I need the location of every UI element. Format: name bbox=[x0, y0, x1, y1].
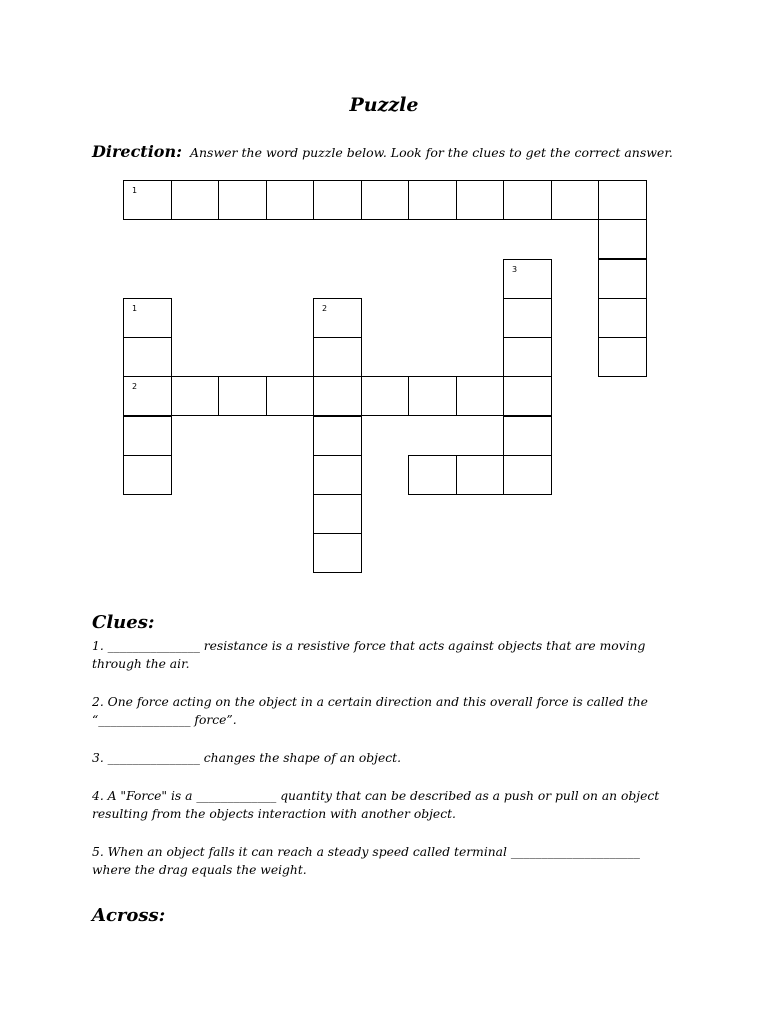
crossword-cell[interactable] bbox=[313, 337, 362, 377]
crossword-cell[interactable] bbox=[598, 337, 647, 377]
crossword-cell[interactable] bbox=[361, 180, 410, 220]
clues-heading: Clues: bbox=[92, 612, 155, 633]
direction-text: Answer the word puzzle below. Look for the clues to get the correct answer. bbox=[189, 145, 673, 160]
crossword-cell[interactable] bbox=[313, 494, 362, 534]
crossword-cell[interactable] bbox=[313, 376, 362, 416]
clue-2: 2. One force acting on the object in a certain direction and this overall force is called the “_______________ force”. bbox=[92, 695, 648, 727]
cell-number: 2 bbox=[322, 303, 328, 313]
crossword-cell[interactable] bbox=[313, 416, 362, 456]
crossword-cell[interactable] bbox=[598, 298, 647, 338]
crossword-cell[interactable] bbox=[456, 455, 505, 495]
crossword-cell[interactable] bbox=[171, 376, 220, 416]
crossword-cell[interactable] bbox=[313, 180, 362, 220]
crossword-cell[interactable] bbox=[313, 533, 362, 573]
crossword-cell[interactable] bbox=[598, 219, 647, 259]
crossword-cell[interactable] bbox=[313, 455, 362, 495]
crossword-cell[interactable] bbox=[503, 180, 552, 220]
crossword-cell[interactable] bbox=[408, 455, 457, 495]
crossword-cell[interactable] bbox=[598, 180, 647, 220]
crossword-cell[interactable] bbox=[171, 180, 220, 220]
crossword-cell[interactable] bbox=[456, 180, 505, 220]
crossword-cell[interactable] bbox=[123, 180, 172, 220]
crossword-cell[interactable] bbox=[503, 298, 552, 338]
crossword-cell[interactable] bbox=[123, 298, 172, 338]
clue-3: 3. _______________ changes the shape of an object. bbox=[92, 751, 401, 765]
crossword-cell[interactable] bbox=[408, 376, 457, 416]
crossword-cell[interactable] bbox=[123, 455, 172, 495]
crossword-cell[interactable] bbox=[123, 416, 172, 456]
crossword-cell[interactable] bbox=[218, 376, 267, 416]
cell-number: 3 bbox=[512, 264, 518, 274]
page-title: Puzzle bbox=[349, 94, 419, 116]
cell-number: 1 bbox=[132, 186, 138, 195]
crossword-cell[interactable] bbox=[313, 298, 362, 338]
crossword-cell[interactable] bbox=[123, 376, 172, 416]
crossword-cell[interactable] bbox=[503, 376, 552, 416]
clue-5: 5. When an object falls it can reach a steady speed called terminal _____________________ where the drag equals the weight. bbox=[92, 845, 640, 877]
crossword-cell[interactable] bbox=[456, 376, 505, 416]
crossword-cell[interactable] bbox=[266, 180, 315, 220]
across-heading: Across: bbox=[92, 905, 166, 926]
crossword-cell[interactable] bbox=[361, 376, 410, 416]
cell-number: 2 bbox=[132, 382, 138, 392]
crossword-cell[interactable] bbox=[266, 376, 315, 416]
crossword-cell[interactable] bbox=[503, 416, 552, 456]
crossword-cell[interactable] bbox=[408, 180, 457, 220]
crossword-cell[interactable] bbox=[503, 259, 552, 299]
crossword-cell[interactable] bbox=[503, 455, 552, 495]
crossword-cell[interactable] bbox=[123, 337, 172, 377]
cell-number: 1 bbox=[132, 303, 138, 313]
direction-label: Direction: bbox=[92, 142, 182, 161]
crossword-cell[interactable] bbox=[218, 180, 267, 220]
clue-4: 4. A "Force" is a _____________ quantity that can be described as a push or pull on an object resulting from the objects interaction with another object. bbox=[92, 789, 660, 821]
crossword-cell[interactable] bbox=[551, 180, 600, 220]
crossword-cell[interactable] bbox=[503, 337, 552, 377]
clue-1: 1. _______________ resistance is a resistive force that acts against objects that are moving through the air. bbox=[92, 639, 646, 671]
crossword-cell[interactable] bbox=[598, 259, 647, 299]
